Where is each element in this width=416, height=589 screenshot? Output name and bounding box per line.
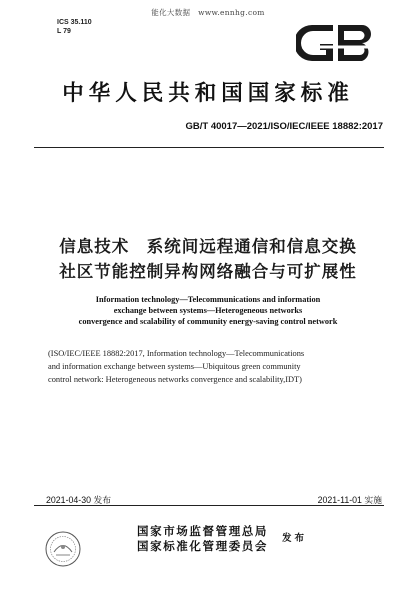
chinese-title-line-1: 信息技术 系统间远程通信和信息交换: [59, 237, 357, 256]
equivalent-standard-note: [48, 347, 388, 386]
english-title-line-1: Information technology—Telecommunications and information: [95, 295, 321, 304]
issue-date: 2021-04-30 发布: [46, 495, 112, 505]
english-title-line-2: exchange between systems—Heterogeneous networks: [113, 306, 303, 315]
gb-logo-icon: [296, 19, 380, 67]
issuer-samr: 国家市场监督管理总局: [137, 524, 268, 538]
footer-divider: [34, 505, 384, 506]
standard-type-title: 中华人民共和国国家标准: [62, 81, 354, 106]
chinese-title-line-2: 社区节能控制异构网络融合与可扩展性: [59, 262, 357, 281]
watermark-text: 能化大数据 www.ennhg.com: [151, 8, 265, 17]
english-title: [30, 294, 386, 327]
header-divider: [34, 147, 384, 148]
anti-counterfeit-stamp-icon: [44, 530, 82, 568]
release-label: 发布: [282, 533, 308, 544]
ics-code-block: [57, 18, 92, 36]
implementation-date: 2021-11-01 实施: [317, 495, 382, 505]
ics-code: ICS 35.110: [57, 19, 92, 26]
equivalent-line-3: control network: Heterogeneous networks convergence and scalability,IDT): [48, 375, 302, 384]
standard-number: GB/T 40017—2021/ISO/IEC/IEEE 18882:2017: [185, 121, 383, 132]
ccs-code: L 79: [57, 28, 71, 35]
issuer-sac: 国家标准化管理委员会: [137, 539, 268, 553]
equivalent-line-2: and information exchange between systems—Ubiquitous green community: [48, 362, 301, 371]
english-title-line-3: convergence and scalability of community energy-saving control network: [78, 317, 338, 326]
equivalent-line-1: (ISO/IEC/IEEE 18882:2017, Information technology—Telecommunications: [48, 349, 305, 358]
